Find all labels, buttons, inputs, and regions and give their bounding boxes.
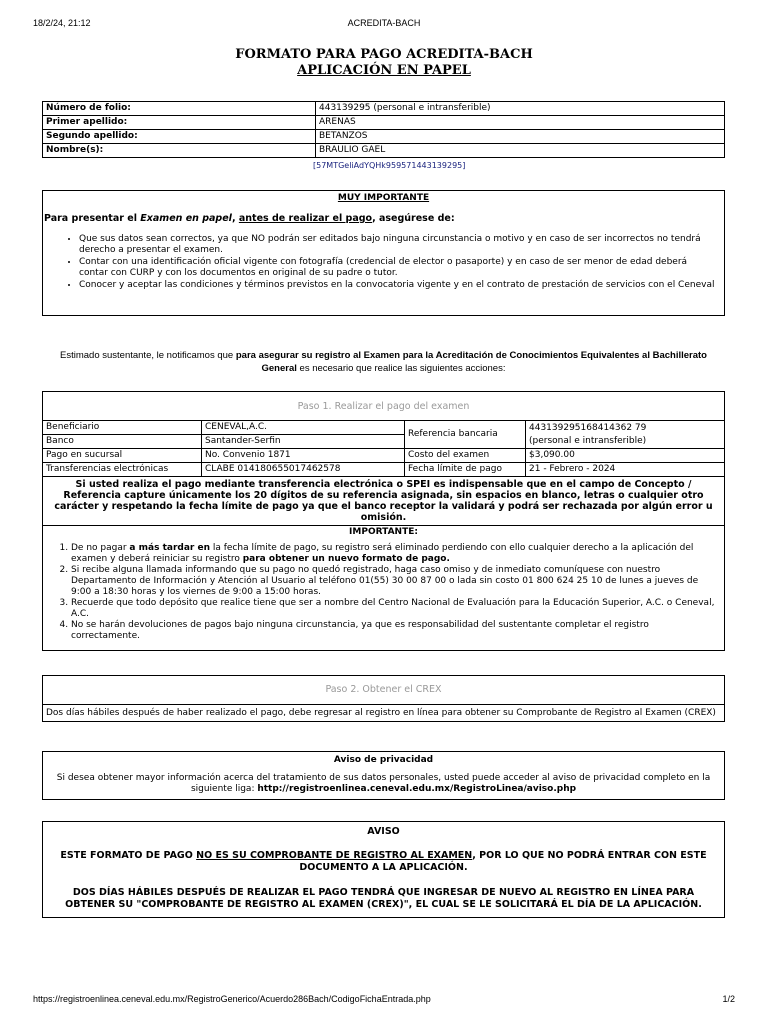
primer-apellido-label: Primer apellido: [43, 116, 316, 130]
notice-text-a: Estimado sustentante, le notificamos que [60, 350, 236, 361]
important-header: MUY IMPORTANTE [337, 193, 430, 203]
step1-important-cell [43, 526, 725, 651]
step1-table [42, 391, 725, 651]
folio-table [42, 101, 725, 158]
referencia-note: (personal e intransferible) [529, 435, 647, 446]
item1-b: a más tardar en [129, 543, 210, 553]
notice-paragraph [42, 349, 725, 375]
title-line-2: APLICACIÓN EN PAPEL [297, 63, 471, 78]
primer-apellido-value: ARENAS [316, 116, 725, 130]
notice-p1 [53, 850, 714, 874]
privacy-box [42, 751, 725, 800]
intro-end: , asegúrese de: [372, 213, 455, 224]
nombre-value: BRAULIO GAEL [316, 144, 725, 158]
notice-p1-a: ESTE FORMATO DE PAGO [60, 850, 197, 861]
list-item: • Que sus datos sean correctos, ya que NO podrán ser editados bajo ninguna circunstancia o motivo y en caso de ser incorrectos no tendrá derecho a presentar el examen. [79, 234, 716, 256]
table-row [43, 449, 725, 463]
step2-table [42, 675, 725, 722]
table-row [43, 116, 725, 130]
list-item: 3. Recuerde que todo depósito que realice tiene que ser a nombre del Centro Nacional de Evaluación para la Educación Superior, A.C. o Ceneval, A.C. [71, 598, 716, 620]
step2-body: Dos días hábiles después de haber realizado el pago, debe regresar al registro en línea para obtener su Comprobante de Registro al Examen (CREX) [43, 705, 725, 722]
verification-code: [57MTGeliAdYQHk959571443139295] [313, 161, 466, 170]
print-datetime: 18/2/24, 21:12 [33, 18, 91, 28]
print-url: https://registroenlinea.ceneval.edu.mx/RegistroGenerico/Acuerdo286Bach/CodigoFichaEntrada.php [33, 994, 431, 1004]
list-item: 4. No se harán devoluciones de pagos bajo ninguna circunstancia, ya que es responsabilidad del sustentante completar el registro correctamente. [71, 620, 716, 642]
notice-p1-b: NO ES SU COMPROBANTE DE REGISTRO AL EXAMEN [196, 850, 473, 861]
beneficiario-label: Beneficiario [43, 421, 202, 435]
sucursal-label: Pago en sucursal [43, 449, 202, 463]
item1-d: para obtener un nuevo formato de pago. [242, 554, 450, 564]
list-item [71, 543, 716, 565]
clabe-value: CLABE 014180655017462578 [202, 463, 405, 477]
sucursal-value: No. Convenio 1871 [202, 449, 405, 463]
important-list [79, 234, 716, 291]
table-row [43, 130, 725, 144]
fecha-label: Fecha límite de pago [405, 463, 526, 477]
notice-title: AVISO [367, 826, 400, 837]
notice-text-c: es necesario que realice las siguientes acciones: [296, 363, 506, 374]
table-row [43, 421, 725, 435]
privacy-body [43, 773, 724, 795]
folio-label: Número de folio: [43, 102, 316, 116]
list-item: • Contar con una identificación oficial vigente con fotografía (credencial de elector o pasaporte) y en caso de ser menor de edad deberá contar con CURP y con los documentos en original de su padre o tutor. [79, 257, 716, 279]
step2-title: Paso 2. Obtener el CREX [43, 676, 725, 705]
banco-label: Banco [43, 435, 202, 449]
transfer-warning: Si usted realiza el pago mediante transferencia electrónica o SPEI es indispensable que en el campo de Concepto / Referencia capture únicamente los 20 dígitos de su referencia asignada, sin espacios en blanco, letras o cualquier otro carácter y respetando la fecha límite de pago ya que el banco receptor la validará y podrá ser rechazada por algún error u omisión. [43, 477, 725, 526]
referencia-label: Referencia bancaria [405, 421, 526, 449]
intro-exam-type: Examen en papel [140, 213, 232, 224]
beneficiario-value: CENEVAL,A.C. [202, 421, 405, 435]
notice-text-b: para asegurar su registro al Examen para la Acreditación de Conocimientos Equivalentes al Bachillerato General [235, 350, 707, 374]
print-page-number: 1/2 [722, 994, 735, 1004]
privacy-title: Aviso de privacidad [333, 755, 434, 765]
print-doc-title: ACREDITA-BACH [347, 18, 421, 28]
important-intro [44, 213, 724, 224]
notice-box [42, 821, 725, 918]
item1-c: la fecha límite de pago, su registro será eliminado perdiendo con ello cualquier derecho a la aplicación del examen y deberá reiniciar su registro [71, 543, 694, 564]
document-title [42, 47, 726, 79]
intro-comma: , [231, 213, 239, 224]
step1-title: Paso 1. Realizar el pago del examen [43, 392, 725, 421]
important-box [42, 190, 725, 316]
table-row [43, 144, 725, 158]
segundo-apellido-value: BETANZOS [316, 130, 725, 144]
table-row [43, 102, 725, 116]
nombre-label: Nombre(s): [43, 144, 316, 158]
segundo-apellido-label: Segundo apellido: [43, 130, 316, 144]
banco-value: Santander-Serfin [202, 435, 405, 449]
privacy-link[interactable]: http://registroenlinea.ceneval.edu.mx/RegistroLinea/aviso.php [257, 784, 577, 794]
notice-p1-c: , POR LO QUE NO PODRÁ ENTRAR CON ESTE DOCUMENTO A LA APLICACIÓN. [299, 850, 707, 873]
list-item: • Conocer y aceptar las condiciones y términos previstos en la convocatoria vigente y en el contrato de prestación de servicios con el Ceneval [79, 280, 716, 291]
costo-label: Costo del examen [405, 449, 526, 463]
folio-value: 443139295 (personal e intransferible) [316, 102, 725, 116]
list-item: 2. Si recibe alguna llamada informando que su pago no quedó registrado, haga caso omiso y de inmediato comuníquese con nuestro Departamento de Información y Atención al Usuario al teléfono 01(55) 30 00 87 00 o lada sin costo 01 800 624 25 10 de lunes a jueves de 9:00 a 18:30 horas y los viernes de 9:00 a 15:00 horas. [71, 565, 716, 598]
costo-value: $3,090.00 [526, 449, 725, 463]
fecha-value: 21 - Febrero - 2024 [526, 463, 725, 477]
intro-text: Para presentar el [44, 213, 141, 224]
transfer-label: Transferencias electrónicas [43, 463, 202, 477]
title-line-1: FORMATO PARA PAGO ACREDITA-BACH [235, 47, 533, 62]
intro-before-payment: antes de realizar el pago [238, 213, 373, 224]
step1-important-title: IMPORTANTE: [349, 527, 418, 537]
notice-p2: DOS DÍAS HÁBILES DESPUÉS DE REALIZAR EL PAGO TENDRÁ QUE INGRESAR DE NUEVO AL REGISTRO EN LÍNEA PARA OBTENER SU "COMPROBANTE DE REGISTRO AL EXAMEN (CREX)", EL CUAL SE LE SOLICITARÁ EL DÍA DE LA APLICACIÓN. [65, 887, 702, 910]
table-row [43, 463, 725, 477]
privacy-text: Si desea obtener mayor información acerca del tratamiento de sus datos personales, usted puede acceder al aviso de privacidad completo en la siguiente liga: [56, 773, 711, 794]
referencia-value: 443139295168414362 79 [529, 422, 647, 433]
item1-a: De no pagar [71, 543, 130, 553]
referencia-cell [526, 421, 725, 449]
step1-important-list [71, 543, 716, 642]
